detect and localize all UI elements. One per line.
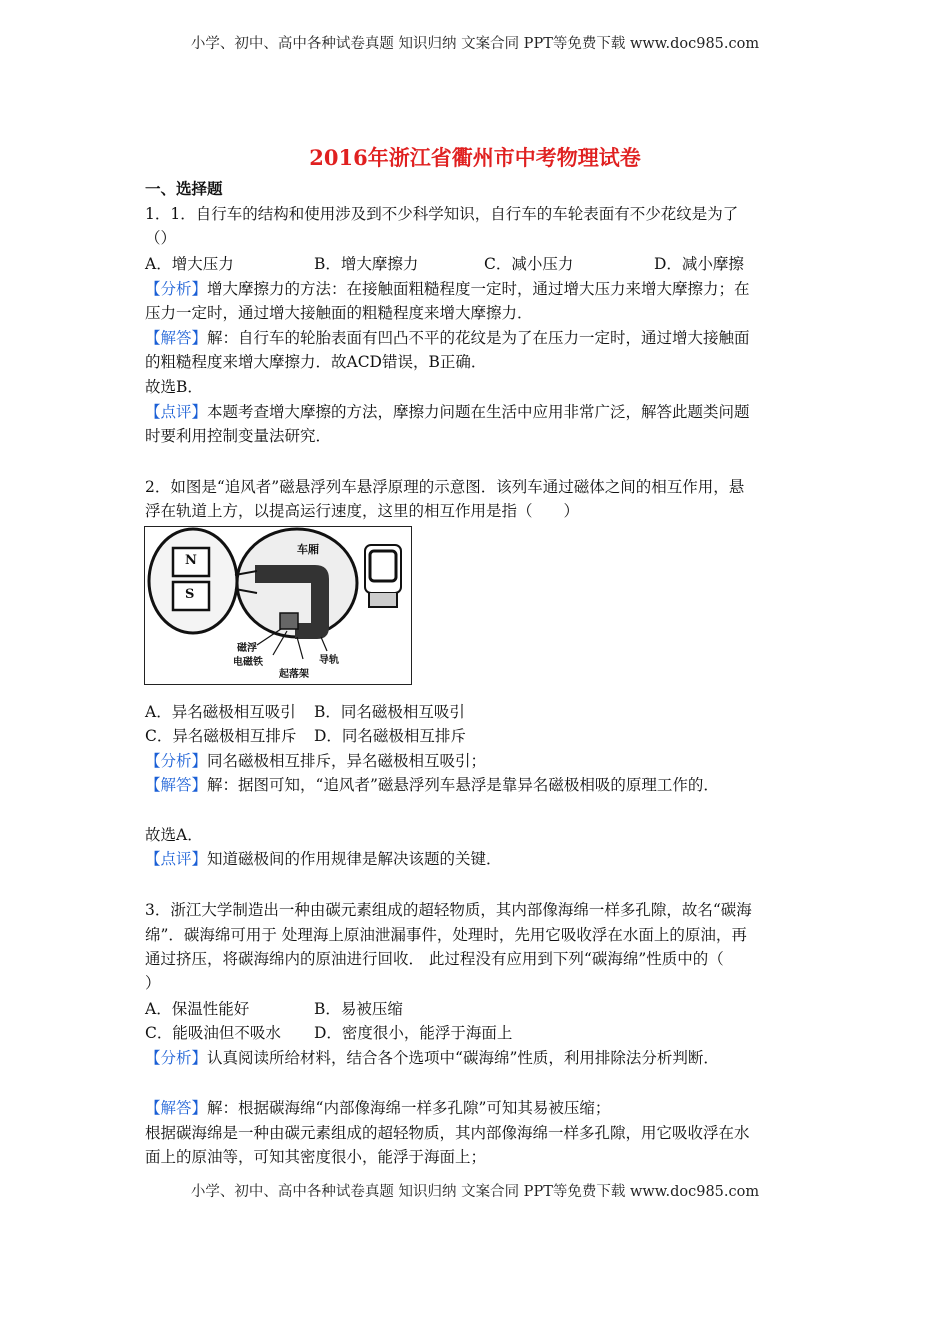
fig-label-qiluojia: 起落架: [279, 669, 309, 680]
q3-option-d: D．密度很小，能浮于海面上: [314, 1024, 513, 1042]
q3-solution-text: 解：根据碳海绵“内部像海绵一样多孔隙”可知其易被压缩；: [207, 1099, 611, 1117]
q2-comment: [145, 848, 502, 870]
q1-solution-line2: 的粗糙程度来增大摩擦力．故ACD错误，B正确．: [145, 353, 487, 371]
q1-option-c: C．减小压力: [484, 255, 574, 273]
q2-option-c: C．异名磁极相互排斥: [145, 727, 297, 745]
maglev-diagram: [144, 526, 412, 685]
q2-option-d: D．同名磁极相互排斥: [314, 727, 466, 745]
comment-tag: 【点评】: [145, 403, 208, 421]
q3-stem-line1: 3．浙江大学制造出一种由碳元素组成的超轻物质，其内部像海绵一样多孔隙，故名“碳海: [145, 901, 752, 919]
q1-stem-line1: 1．1．自行车的结构和使用涉及到不少科学知识，自行车的车轮表面有不少花纹是为了: [145, 205, 739, 223]
q2-solution-text: 解：据图可知，“追风者”磁悬浮列车悬浮是靠异名磁极相吸的原理工作的．: [207, 776, 719, 794]
q1-option-a: A．增大压力: [145, 255, 234, 273]
q2-stem-line1: 2．如图是“追风者”磁悬浮列车悬浮原理的示意图．该列车通过磁体之间的相互作用，悬: [145, 478, 745, 496]
q2-solution: [145, 774, 719, 796]
q3-stem-line2: 绵”．碳海绵可用于 处理海上原油泄漏事件，处理时，先用它吸收浮在水面上的原油，再: [145, 926, 747, 944]
q1-option-d: D．减小摩擦: [654, 255, 744, 273]
q3-analysis: [145, 1047, 719, 1069]
solution-tag: 【解答】: [145, 776, 208, 794]
fig-label-chexiang: 车厢: [297, 543, 319, 556]
q3-analysis-text: 认真阅读所给材料，结合各个选项中“碳海绵”性质，利用排除法分析判断．: [207, 1049, 719, 1067]
q2-answer: 故选A．: [145, 826, 203, 844]
fig-label-daogui: 导轨: [319, 655, 339, 666]
q1-option-b: B．增大摩擦力: [314, 255, 419, 273]
q3-solution: [145, 1097, 610, 1119]
q1-answer: 故选B．: [145, 378, 203, 396]
analysis-tag: 【分析】: [145, 280, 208, 298]
q3-option-b: B．易被压缩: [314, 1000, 403, 1018]
q3-stem-line4: ）: [145, 974, 161, 992]
q1-comment-line2: 时要利用控制变量法研究．: [145, 427, 332, 445]
comment-tag: 【点评】: [145, 850, 208, 868]
q3-solution-line3: 面上的原油等，可知其密度很小，能浮于海面上；: [145, 1148, 487, 1166]
q1-analysis: [145, 278, 750, 300]
q2-option-b: B．同名磁极相互吸引: [314, 703, 465, 721]
solution-tag: 【解答】: [145, 1099, 208, 1117]
q3-stem-line3: 通过挤压，将碳海绵内的原油进行回收． 此过程没有应用到下列“碳海绵”性质中的（: [145, 950, 724, 968]
q1-solution-text: 解：自行车的轮胎表面有凹凸不平的花纹是为了在压力一定时，通过增大接触面: [207, 329, 750, 347]
q1-analysis-text: 增大摩擦力的方法：在接触面粗糙程度一定时，通过增大压力来增大摩擦力；在: [207, 280, 750, 298]
analysis-tag: 【分析】: [145, 752, 208, 770]
q3-option-a: A．保温性能好: [145, 1000, 250, 1018]
q1-comment: [145, 401, 750, 423]
solution-tag: 【解答】: [145, 329, 208, 347]
q2-stem-line2: 浮在轨道上方，以提高运行速度，这里的相互作用是指（ ）: [145, 502, 580, 520]
page-title: 2016年浙江省衢州市中考物理试卷: [309, 145, 641, 170]
q2-option-a: A．异名磁极相互吸引: [145, 703, 296, 721]
maglev-diagram-drawing: [145, 527, 411, 684]
fig-label-n: N: [185, 553, 197, 568]
fig-label-cifu: 磁浮: [237, 643, 257, 654]
q2-analysis: [145, 750, 486, 772]
q1-comment-text: 本题考查增大摩擦的方法，摩擦力问题在生活中应用非常广泛，解答此题类问题: [207, 403, 750, 421]
page-footer: 小学、初中、高中各种试卷真题 知识归纳 文案合同 PPT等免费下载 www.doc985.com: [190, 1184, 760, 1200]
q3-option-c: C．能吸油但不吸水: [145, 1024, 281, 1042]
q3-solution-line2: 根据碳海绵是一种由碳元素组成的超轻物质，其内部像海绵一样多孔隙，用它吸收浮在水: [145, 1124, 750, 1142]
q1-stem-line2: （）: [145, 229, 177, 247]
page-header: 小学、初中、高中各种试卷真题 知识归纳 文案合同 PPT等免费下载 www.doc985.com: [190, 36, 760, 52]
q2-analysis-text: 同名磁极相互排斥，异名磁极相互吸引；: [207, 752, 487, 770]
analysis-tag: 【分析】: [145, 1049, 208, 1067]
q1-solution: [145, 327, 750, 349]
section-heading: 一、选择题: [145, 179, 223, 198]
q1-analysis-line2: 压力一定时，通过增大接触面的粗糙程度来增大摩擦力．: [145, 304, 533, 322]
fig-label-s: S: [185, 587, 195, 602]
fig-label-diancitie: 电磁铁: [233, 657, 263, 668]
q2-comment-text: 知道磁极间的作用规律是解决该题的关键．: [207, 850, 502, 868]
